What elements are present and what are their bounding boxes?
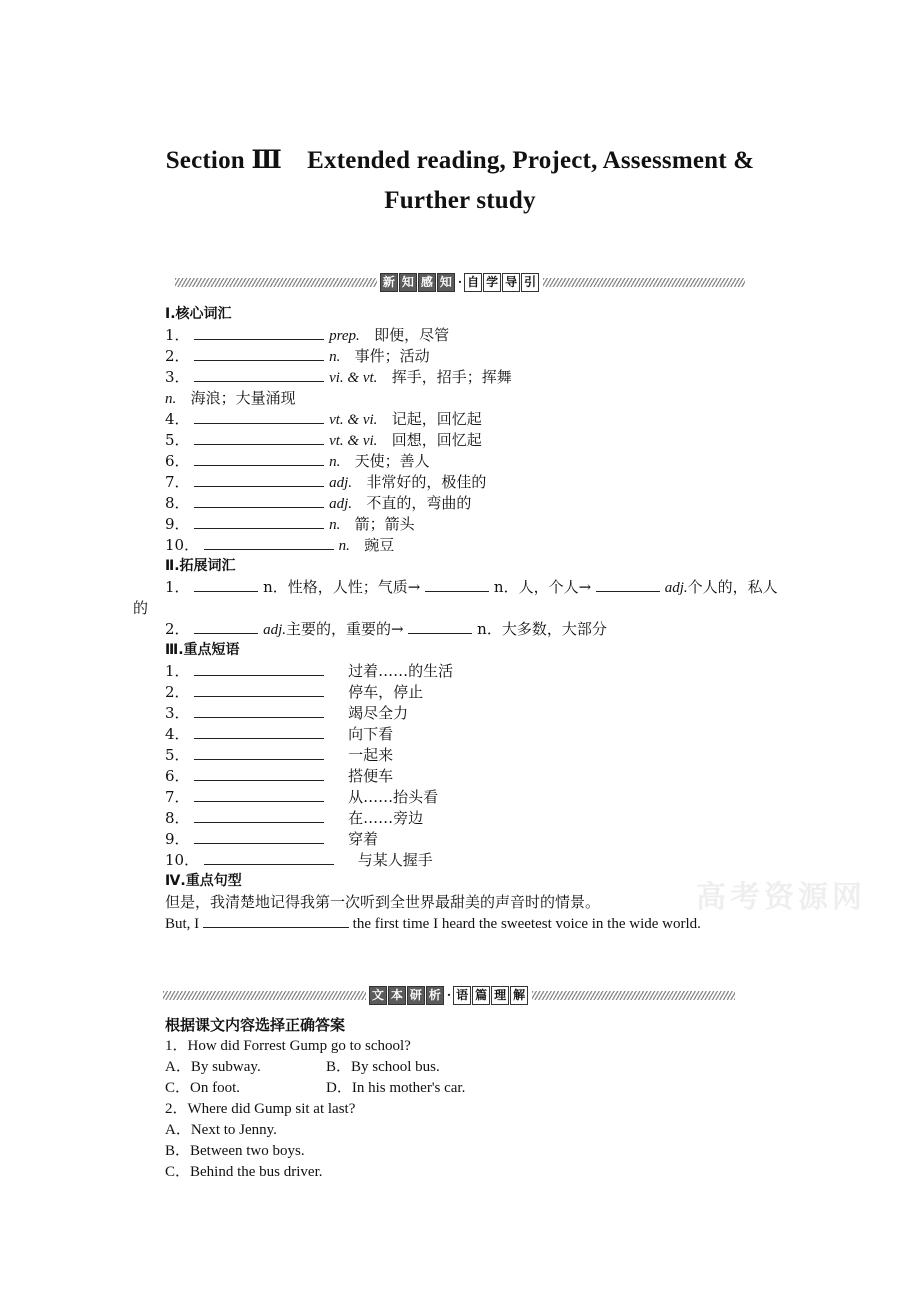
part-of-speech: vi. & vt. (329, 370, 378, 386)
item-number: 7． (165, 473, 190, 491)
page-title-line-2: Further study (384, 187, 536, 214)
banner-char: 解 (510, 986, 528, 1005)
item-number: 5． (165, 746, 190, 764)
reading-instruction: 根据课文内容选择正确答案 (165, 1016, 346, 1034)
answer-blank[interactable] (596, 577, 660, 592)
item-meaning: 与某人握手 (357, 851, 433, 869)
answer-blank[interactable] (203, 913, 349, 928)
answer-blank[interactable] (194, 808, 324, 823)
item-meaning: 豌豆 (364, 536, 395, 554)
watermark: 高考资源网 (696, 880, 866, 915)
item-number: 7． (165, 788, 190, 806)
phrase-item (165, 724, 393, 744)
answer-blank[interactable] (204, 535, 334, 550)
answer-blank[interactable] (194, 619, 258, 634)
banner-char: 本 (388, 986, 406, 1005)
item-number: 2． (165, 683, 190, 701)
answer-blank[interactable] (194, 766, 324, 781)
vocab-item (165, 346, 430, 367)
answer-blank[interactable] (194, 325, 324, 340)
banner-char: 语 (453, 986, 471, 1005)
banner-hatch-left (163, 991, 366, 1000)
banner-hatch-right (543, 278, 745, 287)
answer-blank[interactable] (204, 850, 334, 865)
banner-char: 文 (369, 986, 387, 1005)
item-number: 1． (165, 326, 190, 344)
banner-dot: · (446, 988, 452, 1002)
part-of-speech: n. (329, 517, 341, 533)
vocab-item (165, 535, 394, 556)
answer-blank[interactable] (194, 367, 324, 382)
extended-text: 主要的，重要的→ (286, 620, 404, 638)
vocab-item (165, 493, 471, 514)
option-1a[interactable]: A．By subway. (165, 1059, 261, 1075)
banner-char: 篇 (472, 986, 490, 1005)
item-meaning: 挥手，招手；挥舞 (391, 368, 512, 386)
item-number: 4． (165, 725, 190, 743)
banner-char: 感 (418, 273, 436, 292)
answer-blank[interactable] (194, 514, 324, 529)
item-meaning: 不直的，弯曲的 (366, 494, 472, 512)
banner-char: 自 (464, 273, 482, 292)
extended-item-1-continuation: 的 (133, 599, 149, 617)
answer-blank[interactable] (194, 682, 324, 697)
phrase-item (165, 766, 393, 786)
option-1d[interactable]: D．In his mother's car. (326, 1080, 466, 1096)
part-of-speech: adj. (329, 475, 353, 491)
extended-heading: Ⅱ.拓展词汇 (165, 558, 236, 574)
banner-char: 学 (483, 273, 501, 292)
sentence-prefix: But, I (165, 916, 200, 932)
item-meaning: 过着……的生活 (348, 662, 454, 680)
section-banner-text-analysis (163, 984, 735, 1006)
extended-text: n．人，个人→ (493, 578, 592, 596)
part-of-speech: prep. (329, 328, 360, 344)
part-of-speech: adj. (263, 622, 287, 638)
extended-item-1 (165, 577, 778, 598)
phrase-item (165, 703, 408, 723)
item-meaning: 停车，停止 (348, 683, 424, 701)
banner-char: 知 (399, 273, 417, 292)
answer-blank[interactable] (194, 346, 324, 361)
item-meaning: 海浪；大量涌现 (190, 389, 296, 407)
banner-char: 析 (426, 986, 444, 1005)
item-number: 8． (165, 809, 190, 827)
part-of-speech: n. (338, 538, 350, 554)
banner-char: 新 (380, 273, 398, 292)
answer-blank[interactable] (194, 409, 324, 424)
sentence-english (165, 913, 701, 934)
extended-text: n．性格，人性；气质→ (263, 578, 421, 596)
item-meaning: 搭便车 (348, 767, 394, 785)
item-meaning: 竭尽全力 (348, 704, 409, 722)
answer-blank[interactable] (194, 451, 324, 466)
item-number: 10． (165, 851, 200, 869)
item-number: 9． (165, 830, 190, 848)
item-meaning: 非常好的，极佳的 (366, 473, 487, 491)
item-number: 3． (165, 704, 190, 722)
extended-item-2 (165, 619, 607, 640)
answer-blank[interactable] (194, 430, 324, 445)
item-meaning: 在……旁边 (348, 809, 424, 827)
vocab-item (165, 388, 296, 409)
option-2a[interactable]: A．Next to Jenny. (165, 1122, 277, 1138)
banner-char: 研 (407, 986, 425, 1005)
item-meaning: 从……抬头看 (348, 788, 439, 806)
vocab-item (165, 430, 482, 451)
sentence-heading: Ⅳ.重点句型 (165, 873, 242, 889)
phrases-heading: Ⅲ.重点短语 (165, 642, 240, 658)
item-meaning: 穿着 (348, 830, 379, 848)
phrase-item (165, 787, 438, 807)
item-number: 1． (165, 662, 190, 680)
item-number: 10． (165, 536, 200, 554)
answer-blank[interactable] (194, 724, 324, 739)
part-of-speech: adj. (664, 580, 688, 596)
answer-blank[interactable] (194, 787, 324, 802)
section-banner-self-study (175, 271, 745, 293)
item-meaning: 箭；箭头 (354, 515, 415, 533)
page-title-line-1: Section Ⅲ Extended reading, Project, Assessment & (165, 147, 755, 174)
vocab-heading: Ⅰ.核心词汇 (165, 306, 232, 322)
option-1c[interactable]: C．On foot. (165, 1080, 241, 1096)
item-meaning: 天使；善人 (354, 452, 430, 470)
answer-blank[interactable] (194, 472, 324, 487)
vocab-item (165, 472, 486, 493)
item-number: 9． (165, 515, 190, 533)
part-of-speech: n. (329, 349, 341, 365)
question-2: 2．Where did Gump sit at last? (165, 1101, 356, 1117)
banner-hatch-right (532, 991, 735, 1000)
phrase-item (165, 808, 423, 828)
item-number: 2． (165, 347, 190, 365)
answer-blank[interactable] (194, 493, 324, 508)
item-number: 5． (165, 431, 190, 449)
banner-hatch-left (175, 278, 377, 287)
item-meaning: 向下看 (348, 725, 394, 743)
phrase-item (165, 850, 433, 870)
part-of-speech: vt. & vi. (329, 412, 378, 428)
answer-blank[interactable] (408, 619, 472, 634)
vocab-item (165, 451, 430, 472)
sentence-chinese: 但是，我清楚地记得我第一次听到全世界最甜美的声音时的情景。 (165, 893, 601, 911)
phrase-item (165, 745, 393, 765)
banner-dot: · (457, 275, 463, 289)
phrase-item (165, 682, 423, 702)
part-of-speech: n. (329, 454, 341, 470)
banner-char: 理 (491, 986, 509, 1005)
answer-blank[interactable] (425, 577, 489, 592)
vocab-item (165, 325, 449, 346)
part-of-speech: n. (165, 391, 177, 407)
item-meaning: 记起，回忆起 (391, 410, 482, 428)
banner-char: 引 (521, 273, 539, 292)
part-of-speech: adj. (329, 496, 353, 512)
vocab-item (165, 409, 482, 430)
item-meaning: 即便，尽管 (374, 326, 450, 344)
vocab-item (165, 514, 415, 535)
item-number: 8． (165, 494, 190, 512)
answer-blank[interactable] (194, 577, 258, 592)
item-number: 6． (165, 767, 190, 785)
item-number: 4． (165, 410, 190, 428)
item-number: 6． (165, 452, 190, 470)
sentence-suffix: the first time I heard the sweetest voice in the wide world. (352, 916, 701, 932)
item-meaning: 事件；活动 (354, 347, 430, 365)
item-number: 3． (165, 368, 190, 386)
item-meaning: 一起来 (348, 746, 394, 764)
option-2b[interactable]: B．Between two boys. (165, 1143, 305, 1159)
answer-blank[interactable] (194, 829, 324, 844)
part-of-speech: vt. & vi. (329, 433, 378, 449)
option-1b[interactable]: B．By school bus. (326, 1059, 440, 1075)
banner-char: 知 (437, 273, 455, 292)
vocab-item (165, 367, 512, 388)
banner-char: 导 (502, 273, 520, 292)
question-1: 1．How did Forrest Gump go to school? (165, 1038, 411, 1054)
answer-blank[interactable] (194, 745, 324, 760)
extended-text: n．大多数，大部分 (477, 620, 607, 638)
item-number: 2． (165, 620, 190, 638)
answer-blank[interactable] (194, 703, 324, 718)
option-2c[interactable]: C．Behind the bus driver. (165, 1164, 323, 1180)
phrase-item (165, 829, 378, 849)
item-number: 1． (165, 578, 190, 596)
item-meaning: 回想，回忆起 (391, 431, 482, 449)
answer-blank[interactable] (194, 661, 324, 676)
extended-text: 个人的，私人 (687, 578, 778, 596)
phrase-item (165, 661, 453, 681)
